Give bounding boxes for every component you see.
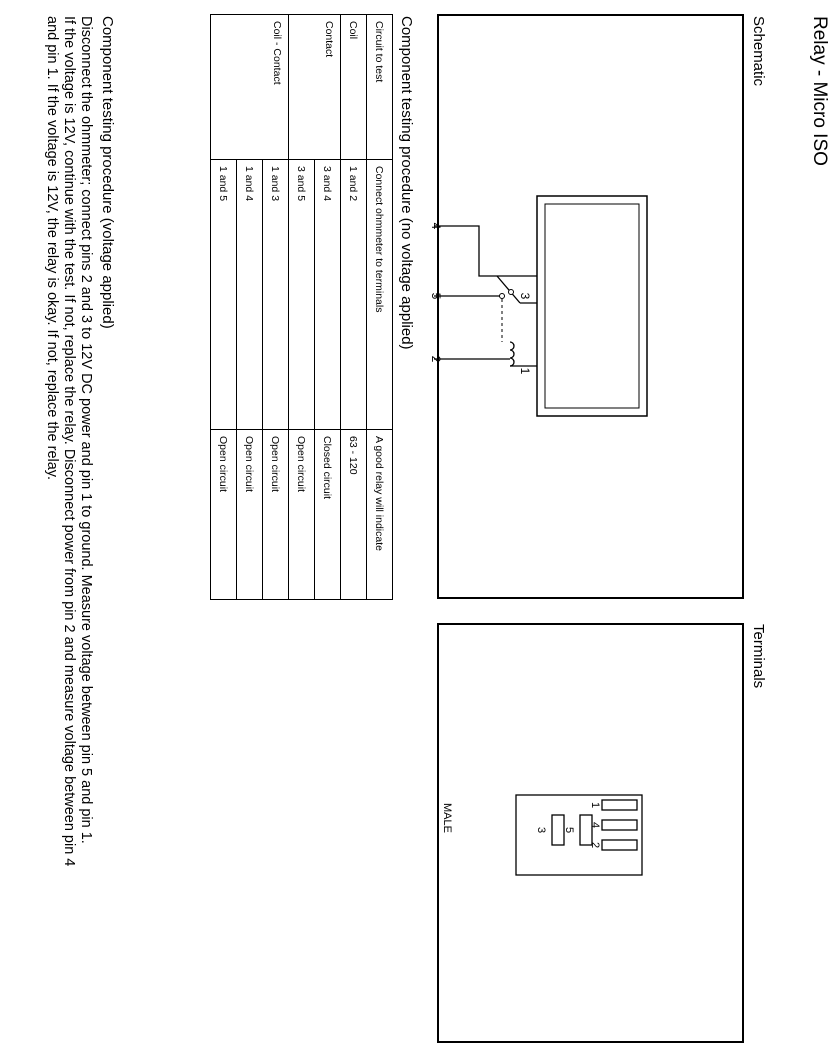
pin-4-wire bbox=[434, 226, 537, 276]
procedure-line: If the voltage is 12V, continue with the test. If not, replace the relay. Disconnect power from pin 2 and measure voltage between pin 4 bbox=[61, 16, 77, 867]
coil-winding bbox=[510, 342, 514, 366]
pin-5-contact bbox=[500, 294, 505, 299]
terminal-2-label: 2 bbox=[589, 841, 601, 849]
terminal-1-blade bbox=[602, 800, 637, 810]
cell-result: Open circuit bbox=[289, 430, 315, 600]
procedure-line: and pin 1. If the voltage is 12V, the relay is okay. If not, replace the relay. bbox=[44, 16, 60, 481]
connector-outline bbox=[516, 795, 642, 875]
pin-4-label: 4 bbox=[429, 222, 443, 230]
voltage-applied-heading: Component testing procedure (voltage applied) bbox=[99, 16, 116, 329]
relay-schematic-diagram bbox=[429, 16, 742, 597]
terminal-1-label: 1 bbox=[589, 801, 601, 809]
switch-arm bbox=[497, 276, 520, 303]
schematic-box bbox=[429, 14, 744, 599]
cell-terminals: 1 and 4 bbox=[237, 160, 263, 430]
cell-terminals: 1 and 2 bbox=[341, 160, 367, 430]
pin-3-label: 3 bbox=[518, 292, 532, 300]
cell-terminals: 1 and 3 bbox=[263, 160, 289, 430]
cell-result: Open circuit bbox=[237, 430, 263, 600]
cell-circuit: Coil - Contact bbox=[211, 15, 289, 160]
pin-2-label: 2 bbox=[429, 355, 443, 363]
header-indicate: A good relay will indicate bbox=[367, 430, 393, 600]
table-header-row bbox=[367, 15, 393, 600]
cell-result: Open circuit bbox=[211, 430, 237, 600]
terminals-label: Terminals bbox=[750, 624, 767, 689]
cell-terminals: 3 and 4 bbox=[315, 160, 341, 430]
terminal-2-blade bbox=[602, 840, 637, 850]
cell-terminals: 1 and 5 bbox=[211, 160, 237, 430]
pin-1-label: 1 bbox=[518, 367, 532, 375]
terminal-5-label: 5 bbox=[563, 826, 575, 834]
relay-outer-housing bbox=[537, 196, 647, 416]
terminals-box bbox=[437, 623, 744, 1043]
terminal-4-blade bbox=[602, 820, 637, 830]
table-row bbox=[341, 15, 367, 600]
schematic-label: Schematic bbox=[750, 16, 767, 87]
voltage-applied-procedure-text bbox=[43, 16, 94, 1041]
terminal-4-label: 4 bbox=[589, 821, 601, 829]
pin-5-label: 5 bbox=[429, 292, 443, 300]
procedure-line: Disconnect the ohmmeter; connect pins 2 and 3 to 12V DC power and pin 1 to ground. Measure voltage between pin 5 and pin 1. bbox=[78, 16, 94, 844]
page-title: Relay - Micro ISO bbox=[809, 16, 830, 166]
table-row bbox=[315, 15, 341, 600]
switch-pivot bbox=[509, 290, 514, 295]
no-voltage-heading: Component testing procedure (no voltage applied) bbox=[398, 16, 415, 350]
cell-result: Open circuit bbox=[263, 430, 289, 600]
header-terminals: Connect ohmmeter to terminals bbox=[367, 160, 393, 430]
cell-result: 63 - 120 bbox=[341, 430, 367, 600]
cell-terminals: 3 and 5 bbox=[289, 160, 315, 430]
terminal-5-blade bbox=[580, 815, 592, 845]
male-label: MALE bbox=[441, 803, 453, 833]
header-circuit: Circuit to test bbox=[367, 15, 393, 160]
no-voltage-test-table bbox=[210, 14, 393, 600]
terminals-connector-diagram bbox=[439, 625, 742, 1041]
cell-result: Closed circuit bbox=[315, 430, 341, 600]
terminal-3-label: 3 bbox=[535, 826, 547, 834]
relay-inner-housing bbox=[545, 204, 639, 408]
table-row bbox=[263, 15, 289, 600]
cell-circuit: Coil bbox=[341, 15, 367, 160]
cell-circuit: Contact bbox=[289, 15, 341, 160]
